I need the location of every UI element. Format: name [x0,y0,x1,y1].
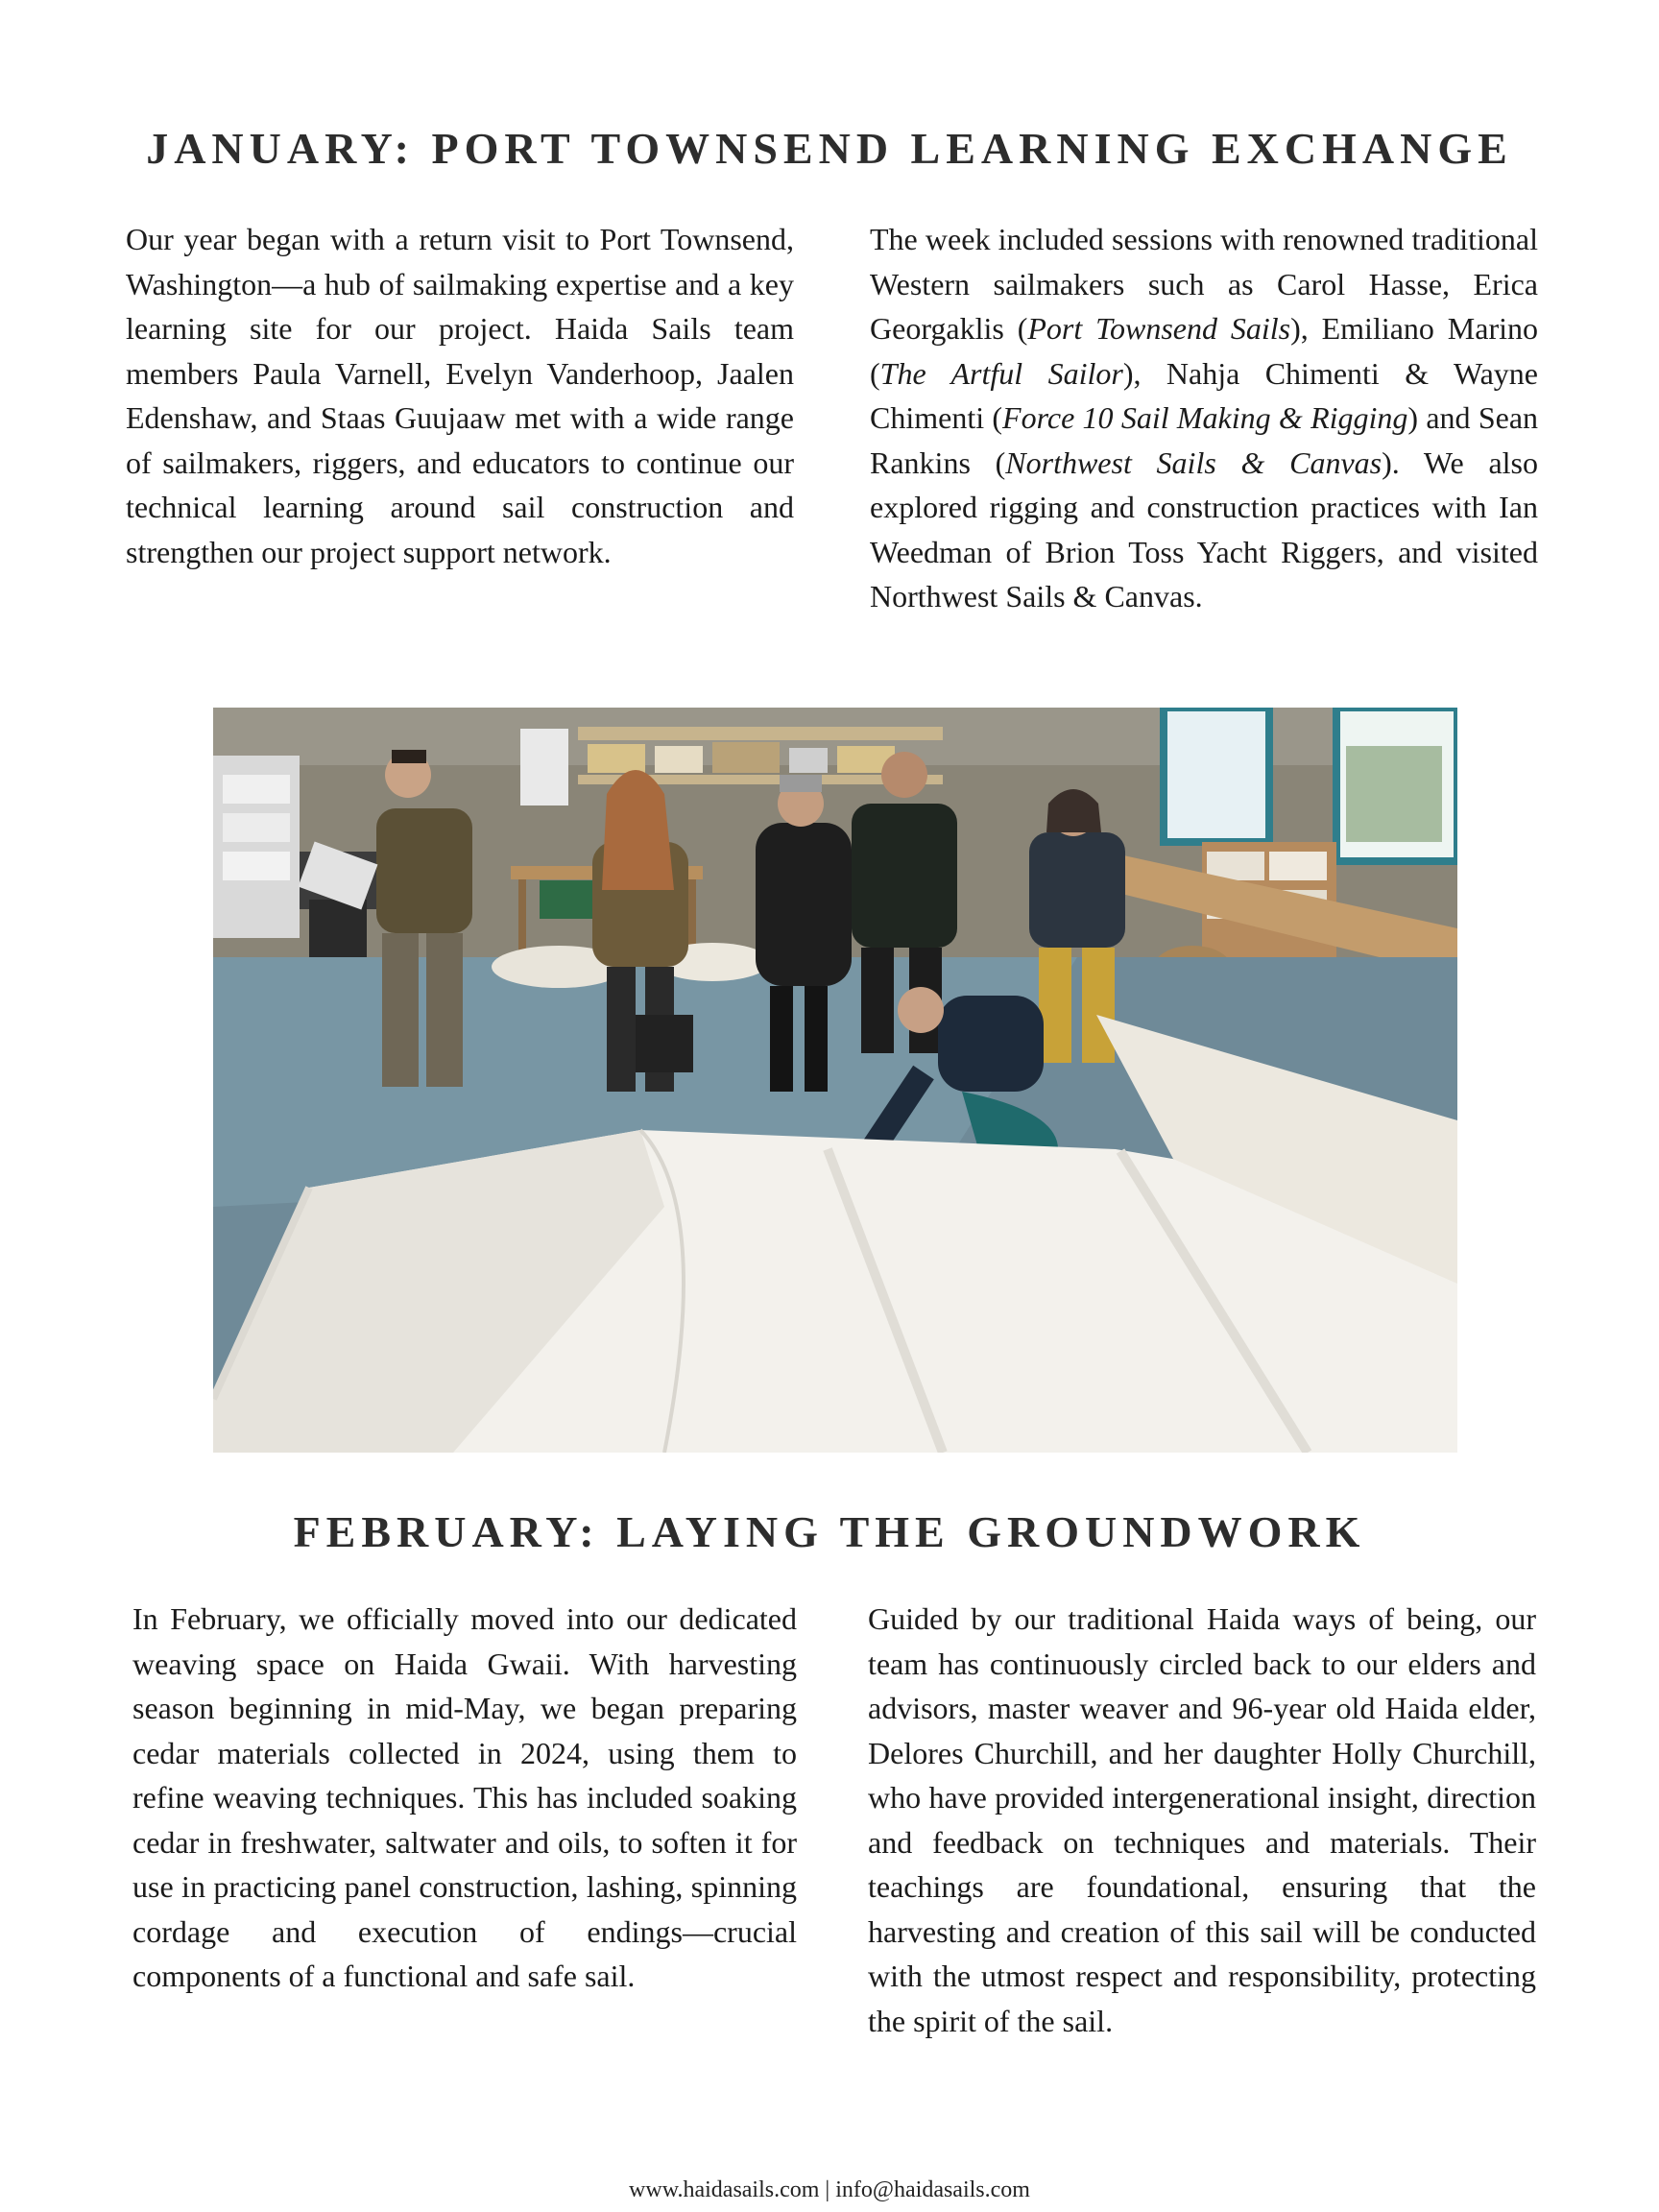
february-left-paragraph: In February, we officially moved into our dedicated weaving space on Haida Gwaii. With harvesting season beginning in mid-May, we began preparing cedar materials collected in 2024, using them to refine weaving techniques. This has included soaking cedar in freshwater, saltwater and oils, to soften it for use in practicing panel construction, lashing, spinning cordage and execution of endings—crucial components of a functional and safe sail. [132,1601,797,1993]
january-heading: JANUARY: PORT TOWNSEND LEARNING EXCHANGE [146,124,1513,173]
january-right-column [870,217,1538,619]
february-right-paragraph: Guided by our traditional Haida ways of being, our team has continuously circled back to our elders and advisors, master weaver and 96-year old Haida elder, Delores Churchill, and her daughter Holly Churchill, who have provided intergenerational insight, direction and feedback on techniques and materials. Their teachings are foundational, ensuring that the harvesting and creation of this sail will be conducted with the utmost respect and responsibility, protecting the spirit of the sail. [868,1601,1536,2038]
footer-contact: www.haidasails.com | info@haidasails.com [629,2177,1030,2202]
january-left-column [126,217,794,574]
january-right-paragraph: The week included sessions with renowned traditional Western sailmakers such as Carol Hasse, Erica Georgaklis (Port Townsend Sails), Emiliano Marino (The Artful Sailor), Nahja Chimenti & Wayne Chimenti (Force 10 Sail Making & Rigging) and Sean Rankins (Northwest Sails & Canvas). We also explored rigging and construction practices with Ian Weedman of Brion Toss Yacht Riggers, and visited Northwest Sails & Canvas. [870,222,1539,613]
sail-workshop-photo [213,708,1457,1453]
february-left-column [132,1597,797,1999]
february-right-column [868,1597,1536,2043]
january-left-paragraph: Our year began with a return visit to Port Townsend, Washington—a hub of sailmaking expertise and a key learning site for our project. Haida Sails team members Paula Varnell, Evelyn Vanderhoop, Jaalen Edenshaw, and Staas Guujaaw met with a wide range of sailmakers, riggers, and educators to continue our technical learning around sail construction and strengthen our project support network. [126,222,794,569]
february-heading: FEBRUARY: LAYING THE GROUNDWORK [293,1507,1366,1556]
